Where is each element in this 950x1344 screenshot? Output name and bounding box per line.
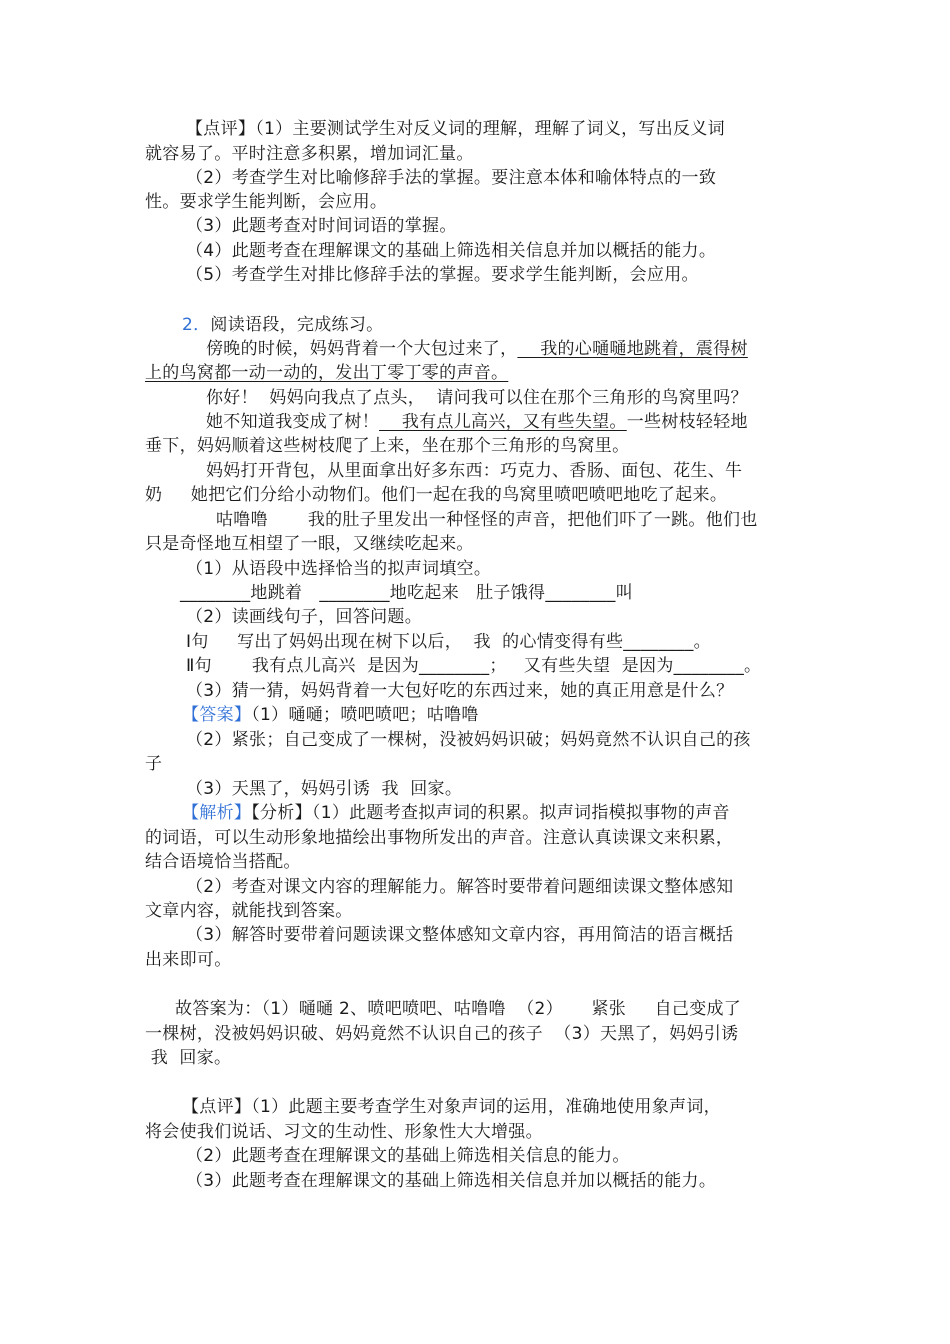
answer-line-4: （3）天黑了，妈妈引诱 我 回家。 [186, 779, 463, 799]
question-2-heading [182, 313, 383, 337]
task-3: （3）猜一猜，妈妈背着一大包好吃的东西过来，她的真正用意是什么？ [186, 681, 734, 701]
answer-text: （1）嗵嗵；喷吧喷吧；咕噜噜 [251, 705, 479, 725]
passage-line-7: 奶 她把它们分给小动物们。他们一起在我的鸟窝里喷吧喷吧地吃了起来。 [145, 485, 728, 505]
analysis-line-7: 出来即可。 [145, 950, 232, 970]
final-answer-line-3: 我 回家。 [145, 1048, 232, 1068]
passage-line-8: 咕噜噜 我的肚子里发出一种怪怪的声音，把他们吓了一跳。他们也 [216, 510, 758, 530]
review-tag: 【点评】 [186, 119, 256, 139]
analysis-line-2: 的词语，可以生动形象地描绘出事物所发出的声音。注意认真读课文来积累， [145, 828, 734, 848]
underlined-sentence-2: 我有点儿高兴，又有些失望。 [379, 412, 627, 432]
final-answer-line-2: 一棵树，没被妈妈识破、妈妈竟然不认识自己的孩子 （3）天黑了，妈妈引诱 [145, 1024, 739, 1044]
review2-line-4: （3）此题考查在理解课文的基础上筛选相关信息并加以概括的能力。 [186, 1171, 717, 1191]
passage-line-6: 妈妈打开背包，从里面拿出好多东西：巧克力、香肠、面包、花生、牛 [206, 461, 743, 481]
underlined-sentence-1-cont: 上的鸟窝都一动一动的，发出丁零丁零的声音。 [145, 363, 509, 383]
review2-line-2: 将会使我们说话、习文的生动性、形象性大大增强。 [145, 1122, 543, 1142]
passage-text: 一些树枝轻轻地 [626, 412, 748, 432]
review-line-6: （4）此题考查在理解课文的基础上筛选相关信息并加以概括的能力。 [186, 241, 717, 261]
task-1: （1）从语段中选择恰当的拟声词填空。 [186, 559, 492, 579]
review2-line-3: （2）此题考查在理解课文的基础上筛选相关信息的能力。 [186, 1146, 630, 1166]
passage-text: 傍晚的时候，妈妈背着一个大包过来了， [206, 339, 518, 359]
analysis-line-4: （2）考查对课文内容的理解能力。解答时要带着问题细读课文整体感知 [186, 877, 734, 897]
analysis-line-6: （3）解答时要带着问题读课文整体感知文章内容，再用简洁的语言概括 [186, 925, 734, 945]
review-text: （1）主要测试学生对反义词的理解，理解了词义，写出反义词 [255, 119, 725, 139]
review-line-3: （2）考查学生对比喻修辞手法的掌握。要注意本体和喻体特点的一致 [186, 168, 717, 188]
underlined-sentence-1: 我的心嗵嗵地跳着，震得树 [517, 339, 748, 359]
review-line-5: （3）此题考查对时间词语的掌握。 [186, 216, 457, 236]
answer-line-3: 子 [145, 754, 163, 774]
passage-text: 她不知道我变成了树！ [206, 412, 379, 432]
review-line-7: （5）考查学生对排比修辞手法的掌握。要求学生能判断，会应用。 [186, 265, 699, 285]
passage-line-4 [206, 410, 748, 434]
task-2-sentence-2: Ⅱ句 我有点儿高兴 是因为________； 又有些失望 是因为________。 [186, 656, 762, 676]
analysis-line-3: 结合语境恰当搭配。 [145, 852, 301, 872]
passage-line-5: 垂下，妈妈顺着这些树枝爬了上来，坐在那个三角形的鸟窝里。 [145, 436, 630, 456]
answer-line-2: （2）紧张；自己变成了一棵树，没被妈妈识破；妈妈竟然不认识自己的孩 [186, 730, 751, 750]
passage-line-9: 只是奇怪地互相望了一眼，又继续吃起来。 [145, 534, 474, 554]
analysis-text: 【分析】（1）此题考查拟声词的积累。拟声词指模拟事物的声音 [251, 803, 730, 823]
question-title: 阅读语段，完成练习。 [210, 315, 384, 335]
task-1-blanks: ________地跳着 ________地吃起来 肚子饿得________叫 [180, 583, 634, 603]
review-line-2: 就容易了。平时注意多积累，增加词汇量。 [145, 144, 474, 164]
review-line-4: 性。要求学生能判断，会应用。 [145, 192, 388, 212]
passage-line-1 [206, 337, 748, 361]
analysis-line-1 [182, 801, 730, 825]
analysis-line-5: 文章内容，就能找到答案。 [145, 901, 353, 921]
question-number: 2． [182, 315, 211, 335]
passage-line-3: 你好！ 妈妈向我点了点头， 请问我可以住在那个三角形的鸟窝里吗？ [206, 388, 748, 408]
answer-line-1 [182, 703, 479, 727]
final-answer-line-1: 故答案为：（1）嗵嗵 2、喷吧喷吧、咕噜噜 （2） 紧张 自己变成了 [175, 999, 742, 1019]
task-2: （2）读画线句子，回答问题。 [186, 607, 423, 627]
review-line-1 [186, 117, 725, 141]
review2-line-1: 【点评】（1）此题主要考查学生对象声词的运用，准确地使用象声词， [182, 1097, 721, 1117]
analysis-tag: 【解析】 [182, 803, 252, 823]
task-2-sentence-1: Ⅰ句 写出了妈妈出现在树下以后， 我 的心情变得有些________。 [186, 632, 711, 652]
answer-tag: 【答案】 [182, 705, 252, 725]
